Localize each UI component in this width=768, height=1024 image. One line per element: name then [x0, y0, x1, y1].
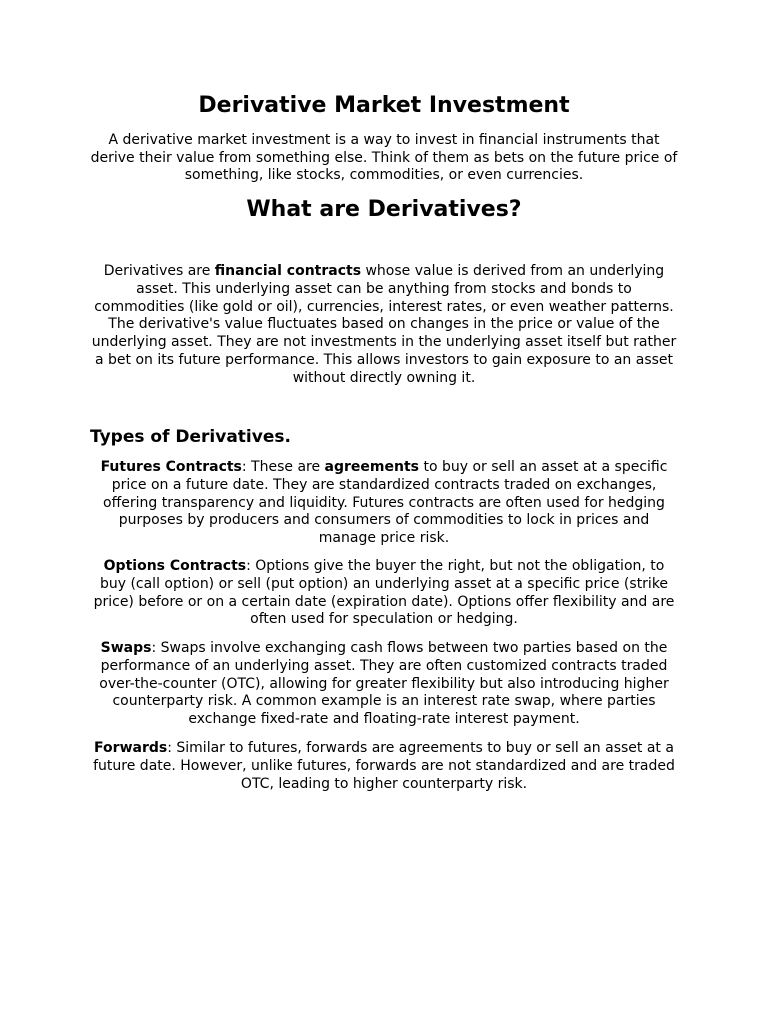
futures-text-2: to buy or sell an asset at a specific price on a future date. They are standardized contracts traded on exchanges, offering transparency and liquidity. Futures contracts are often used for hedging purposes by producers and consumers of commodities to lock in prices and manage price risk. [103, 459, 668, 547]
derivatives-text-post: whose value is derived from an underlying asset. This underlying asset can be anything from stocks and bonds to commodities (like gold or oil), currencies, interest rates, or even weather patterns. The derivative's value fluctuates based on changes in the price or value of the underlying asset. They are not investments in the underlying asset itself but rather a bet on its future performance. This allows investors to gain exposure to an asset without directly owning it. [91, 263, 677, 386]
swaps-term: Swaps [100, 640, 152, 656]
forwards-text: : Similar to futures, forwards are agreements to buy or sell an asset at a future date. However, unlike futures, forwards are not standardized and are traded OTC, leading to higher counterparty risk. [93, 740, 675, 792]
options-text: : Options give the buyer the right, but not the obligation, to buy (call option) or sell (put option) an underlying asset at a specific price (strike price) before or on a certain date (expiration date). Options offer flexibility and are often used for speculation or hedging. [93, 558, 675, 628]
options-term: Options Contracts [103, 558, 247, 574]
forwards-term: Forwards [94, 740, 168, 756]
options-paragraph [90, 558, 678, 629]
derivatives-text-pre: Derivatives are [103, 263, 215, 279]
futures-bold-agreements: agreements [324, 459, 419, 475]
types-of-derivatives-heading: Types of Derivatives. [90, 427, 291, 447]
swaps-paragraph [90, 640, 678, 729]
derivatives-paragraph [90, 263, 678, 388]
page-title: Derivative Market Investment [198, 93, 570, 118]
intro-paragraph: A derivative market investment is a way to invest in financial instruments that derive their value from something else. Think of them as bets on the future price of something, like stocks, commodities, or even currencies. [90, 132, 678, 184]
futures-text-1: : These are [241, 459, 325, 475]
swaps-text: : Swaps involve exchanging cash flows between two parties based on the performance of an underlying asset. They are often customized contracts traded over-the-counter (OTC), allowing for greater flexibility but also introducing higher counterparty risk. A common example is an interest rate swap, where parties exchange fixed-rate and floating-rate interest payment. [99, 640, 669, 728]
futures-paragraph [90, 459, 678, 548]
futures-term: Futures Contracts [100, 459, 242, 475]
derivatives-bold-term: financial contracts [214, 263, 362, 279]
what-are-derivatives-heading: What are Derivatives? [246, 197, 522, 222]
forwards-paragraph [90, 740, 678, 793]
